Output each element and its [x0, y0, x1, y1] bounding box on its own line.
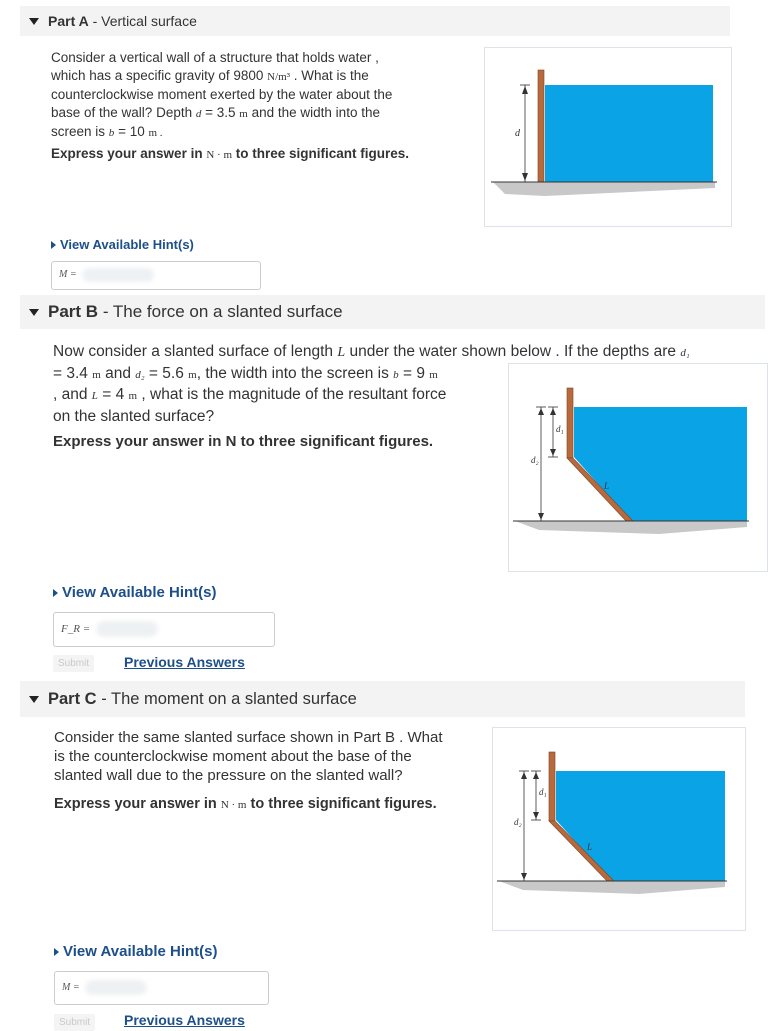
ground-shadow	[493, 182, 715, 196]
ground-shadow	[499, 881, 725, 894]
length-label: L	[587, 842, 593, 852]
answer-label: M =	[62, 982, 80, 993]
part-c-hint-toggle[interactable]: View Available Hint(s)	[54, 943, 218, 960]
slanted-wall-diagram	[509, 364, 767, 571]
water	[545, 85, 713, 182]
part-b-instruction: Express your answer in N to three significant figures.	[53, 433, 434, 450]
vertical-wall-diagram	[485, 48, 731, 226]
part-c-instruction: Express your answer in N · m to three significant figures.	[54, 796, 437, 812]
part-c-figure	[492, 727, 746, 931]
part-a-figure	[484, 47, 732, 227]
submit-button[interactable]: Submit	[54, 1014, 95, 1031]
answer-value-blur	[85, 980, 147, 995]
part-c-header[interactable]	[20, 681, 745, 717]
part-b-hint-toggle[interactable]: View Available Hint(s)	[53, 584, 217, 601]
length-label: L	[604, 481, 610, 491]
part-c-title: Part C - The moment on a slanted surface	[48, 689, 357, 708]
part-a-title: Part A - Vertical surface	[48, 13, 197, 29]
expand-arrow-icon	[54, 948, 59, 956]
submit-button[interactable]: Submit	[53, 655, 94, 672]
answer-label: M =	[59, 269, 77, 280]
part-c-answer-input[interactable]	[54, 971, 269, 1005]
ground-shadow	[515, 521, 747, 534]
expand-arrow-icon	[53, 589, 58, 597]
part-a-instruction: Express your answer in N · m to three significant figures.	[51, 146, 410, 161]
part-b-figure	[508, 363, 768, 572]
part-a-header[interactable]	[20, 6, 730, 36]
answer-value-blur	[96, 621, 158, 637]
wall-vertical	[549, 752, 555, 821]
previous-answers-link[interactable]: Previous Answers	[124, 1012, 245, 1028]
water	[574, 407, 747, 521]
part-a-prompt: Consider a vertical wall of a structure that holds water , which has a specific gravity of 9800 N/m³ . What is the counterclockwise moment exerted by the water about the base of the wall? Depth d = 3.5 m and the width into the screen is b = 10 m .	[51, 50, 393, 139]
expand-arrow-icon	[51, 241, 56, 249]
wall-vertical	[567, 388, 573, 458]
depth-label: d	[515, 128, 520, 139]
collapse-caret-icon[interactable]	[29, 309, 39, 316]
d1-label: d₁	[556, 424, 564, 434]
part-b-answer-input[interactable]	[53, 612, 275, 647]
part-b-header[interactable]	[20, 295, 765, 329]
d1-label: d₁	[539, 787, 547, 797]
water	[556, 771, 725, 881]
previous-answers-link[interactable]: Previous Answers	[124, 654, 245, 670]
d2-label: d₂	[514, 817, 522, 827]
part-a-hint-toggle[interactable]: View Available Hint(s)	[51, 237, 194, 252]
collapse-caret-icon[interactable]	[29, 696, 39, 703]
collapse-caret-icon[interactable]	[29, 18, 39, 25]
answer-value-blur	[82, 268, 154, 282]
part-c-prompt-text: Consider the same slanted surface shown in Part B . What is the counterclockwise moment about the base of the slanted wall due to the pressure on the slanted wall?	[54, 729, 443, 784]
d2-label: d₂	[531, 455, 539, 465]
answer-label: F_R =	[61, 623, 91, 635]
part-a-answer-input[interactable]	[51, 261, 261, 290]
wall	[538, 70, 544, 182]
part-b-title: Part B - The force on a slanted surface	[48, 302, 343, 321]
slanted-wall-diagram	[493, 728, 745, 930]
part-b-prompt: Now consider a slanted surface of length L under the water shown below . If the depths are d₁ = 3.4 m and d₂ = 5.6 m, the width into the screen is b = 9 m , and L = 4 m , what is the magnitude of the resultant force on the slanted surface?	[53, 343, 690, 425]
